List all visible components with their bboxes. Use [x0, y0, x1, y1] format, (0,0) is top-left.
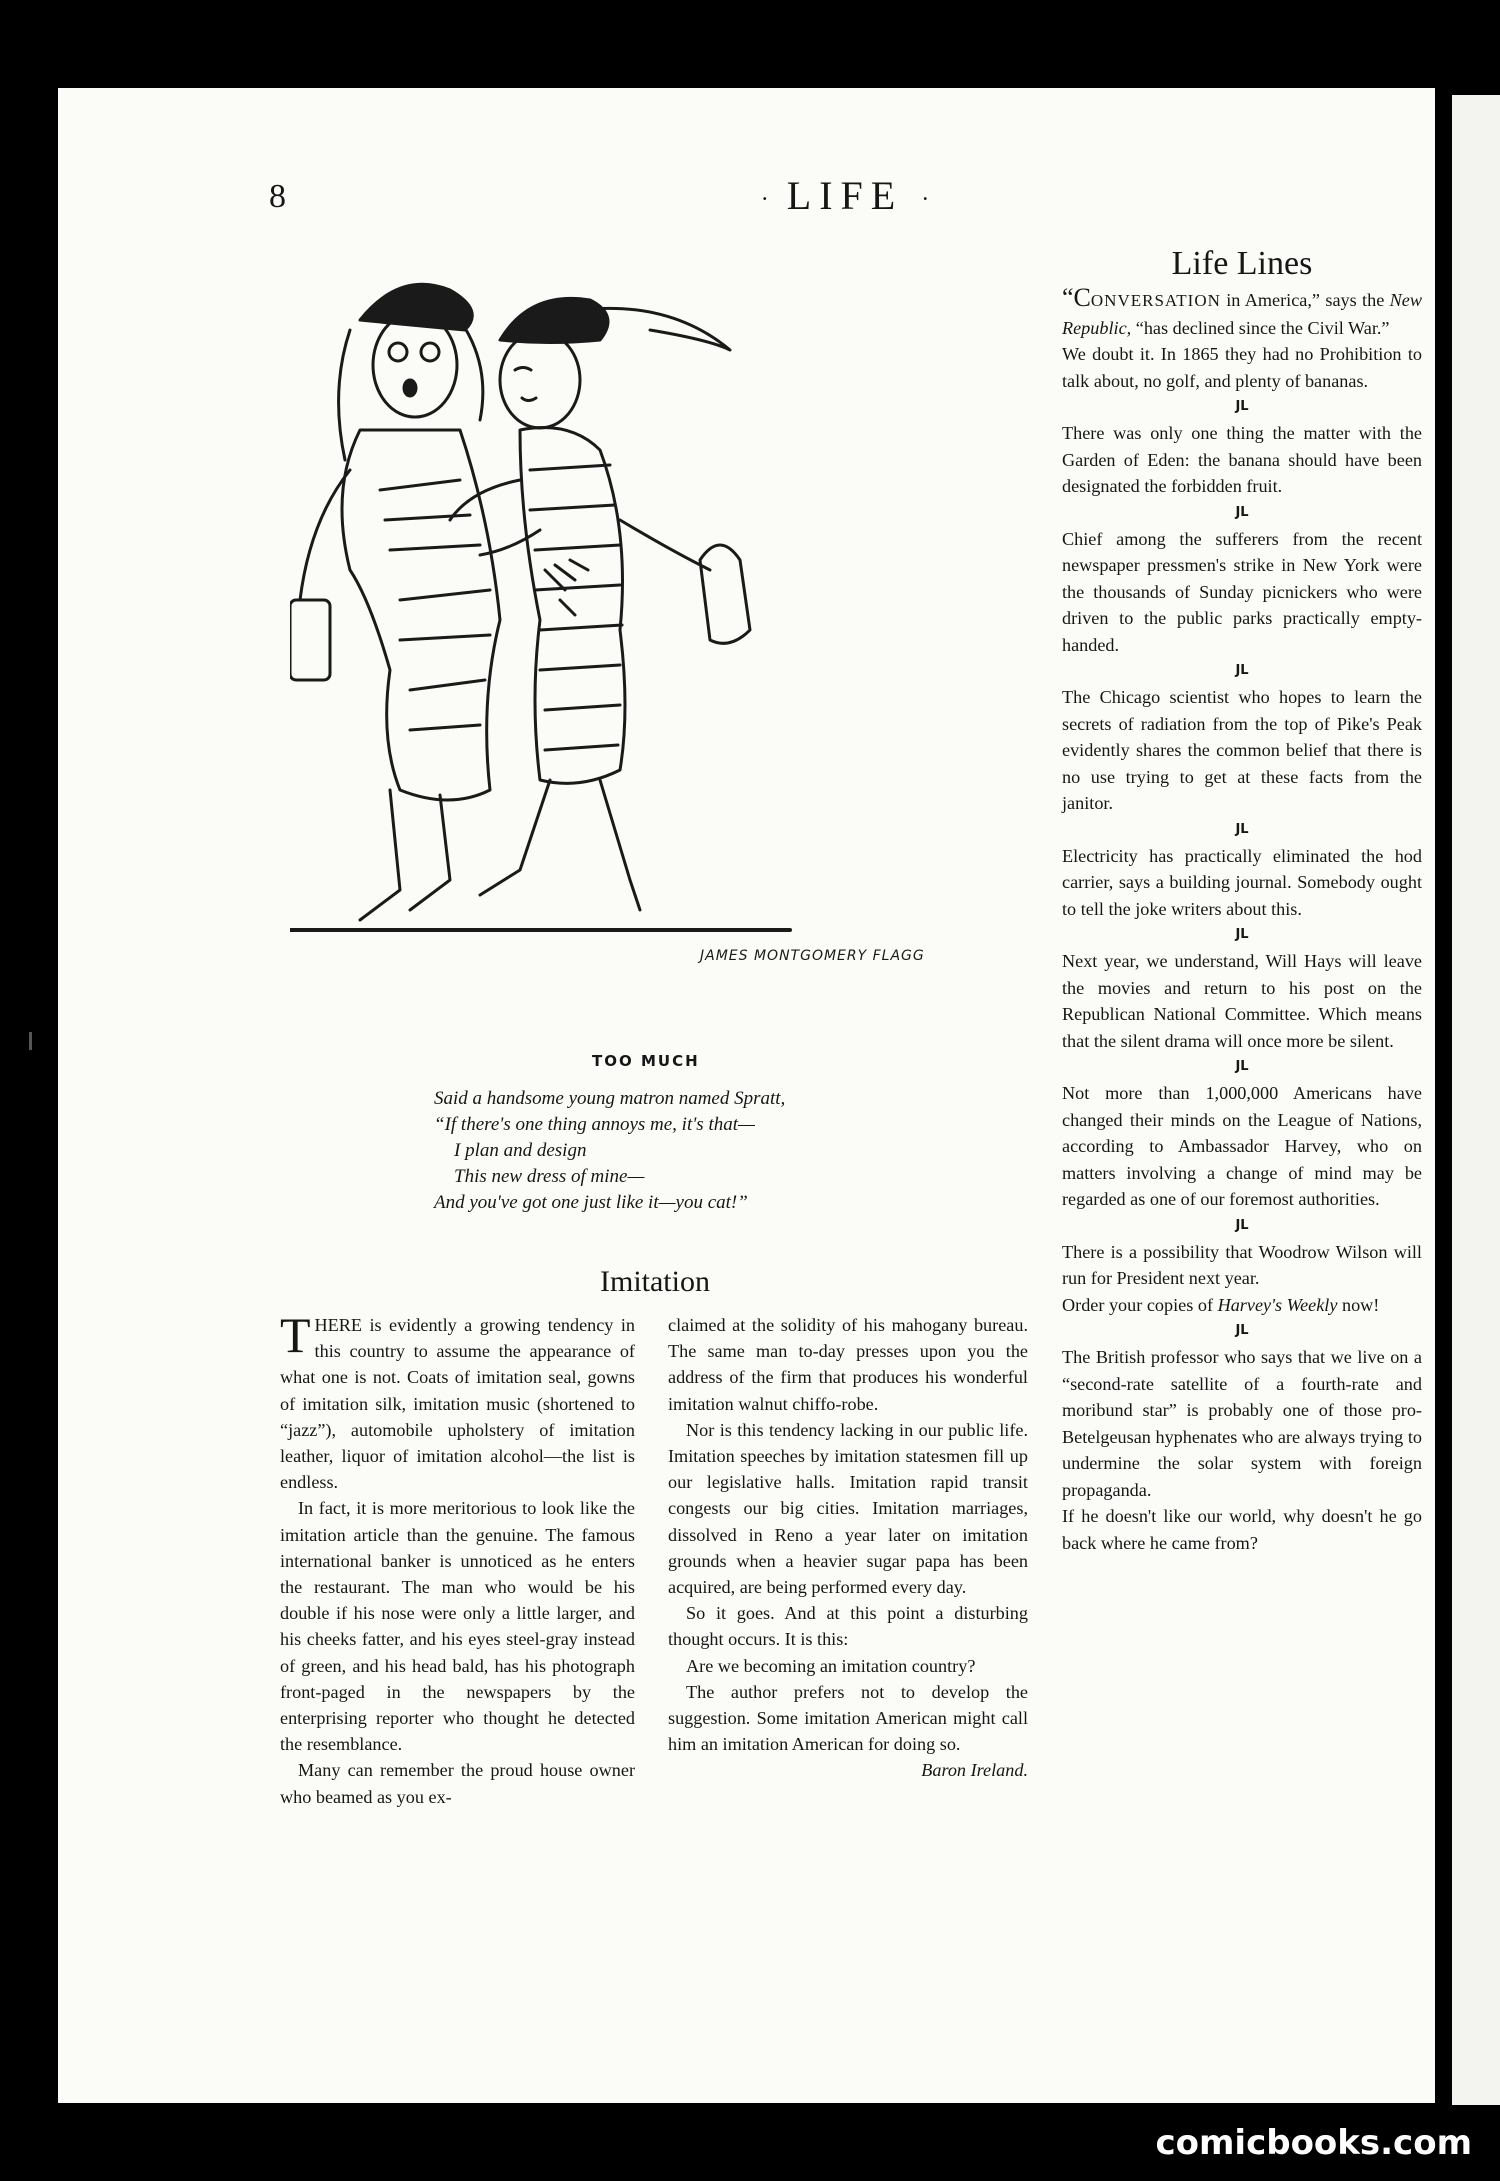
right-face: [500, 332, 580, 428]
life-lines-item: The British professor who says that we live on a “second-rate satellite of a fourth-rate and moribund star” is probably one of those pro-Betelgeusan hyphenates who are always trying to undermine the solar system with foreign propaganda.: [1062, 1347, 1422, 1500]
separator-mark: JL: [1235, 1217, 1249, 1233]
cartoon-signature: JAMES MONTGOMERY FLAGG: [700, 948, 925, 964]
small-caps-word: ONVERSATION: [1090, 291, 1221, 310]
life-lines-item: There is a possibility that Woodrow Wilson will run for President next year.: [1062, 1241, 1422, 1288]
drop-letter: C: [1073, 283, 1091, 312]
masthead-dot-left: ·: [760, 186, 769, 213]
cartoon-verse: [434, 1086, 954, 1216]
article-paragraph: So it goes. And at this point a disturbing thought occurs. It is this:: [668, 1603, 1028, 1650]
imitation-column-1: [280, 1307, 635, 1810]
left-face: [373, 313, 457, 417]
watermark: comicbooks.com: [1155, 2123, 1472, 2163]
life-lines-item: Not more than 1,000,000 Americans have changed their minds on the League of Nations, according to Ambassador Harvey, who on matters involving a change of mind may be regarded as one of our foremost authorities.: [1062, 1083, 1422, 1209]
masthead-dot-right: ·: [921, 186, 930, 213]
item-text: “has declined since the Civil War.”: [1131, 317, 1390, 338]
item-text: Order your copies of: [1062, 1294, 1218, 1315]
article-paragraph: Many can remember the proud house owner who beamed as you ex-: [280, 1760, 635, 1807]
right-body: [520, 428, 625, 784]
verse-line: I plan and design: [454, 1140, 587, 1161]
article-paragraph: The author prefers not to develop the suggestion. Some imitation American might call him an imitation American for doing so.: [668, 1681, 1028, 1755]
cartoon-illustration: [290, 270, 1020, 1050]
next-page-edge: [1452, 95, 1500, 2105]
article-paragraph: claimed at the solidity of his mahogany bureau. The same man to-day presses upon you the address of the firm that produces his wonderful imitation walnut chiffo-robe.: [668, 1315, 1028, 1414]
open-quote: “: [1062, 283, 1074, 312]
right-handbag: [700, 545, 750, 643]
item-italic: New Republic,: [1062, 290, 1422, 338]
separator-mark: JL: [1235, 927, 1249, 942]
imitation-column-2: [668, 1312, 1028, 1784]
masthead-title: LIFE: [786, 173, 904, 218]
life-lines-item: If he doesn't like our world, why doesn't he go back where he came from?: [1062, 1506, 1422, 1553]
article-paragraph: Nor is this tendency lacking in our public life. Imitation speeches by imitation statesmen fill up our legislative halls. Imitation rapid transit congests our big cities. Imitation marriages, dissolved in Reno a year later on imitation grounds when a heavier sugar papa has been acquired, are being performed every day.: [668, 1419, 1028, 1598]
life-lines-item: [1062, 285, 1422, 341]
left-handbag: [290, 600, 330, 680]
article-paragraph: In fact, it is more meritorious to look like the imitation article than the genuine. The famous international banker is unnoticed as he enters the restaurant. The man who would be his double if his nose were only a little larger, and his cheeks fatter, and his eyes steel-gray instead of green, and his head bald, has his photograph front-paged in the newspapers by the enterprising reporter who thought he detected the resemblance.: [280, 1498, 635, 1755]
imitation-title: Imitation: [600, 1265, 710, 1298]
masthead: [735, 172, 955, 219]
life-lines-title: Life Lines: [1171, 245, 1313, 282]
paragraph-text: HERE is evidently a growing tendency in this country to assume the appearance of what one is not. Coats of imitation seal, gowns of imitation silk, imitation music (shortened to “jazz”), automobile upholstery of imitation leather, liquor of imitation alcohol—the list is endless.: [280, 1315, 635, 1493]
separator-mark: JL: [1235, 1323, 1249, 1338]
separator-mark: JL: [1235, 821, 1249, 837]
item-text: now!: [1337, 1294, 1380, 1315]
cartoon-drawing: [290, 270, 1020, 1050]
cartoon-caption-title: TOO MUCH: [592, 1052, 700, 1070]
life-lines-item: Next year, we understand, Will Hays will leave the movies and return to his post on the Republican National Committee. Which means that the silent drama will once more be silent.: [1062, 951, 1422, 1051]
drop-cap: T: [280, 1307, 311, 1363]
life-lines-item: Chief among the sufferers from the recent newspaper pressmen's strike in New York were the thousands of Sunday picnickers who were driven to the public parks practically empty-handed.: [1062, 528, 1422, 655]
separator-mark: JL: [1235, 504, 1249, 520]
life-lines-item: There was only one thing the matter with the Garden of Eden: the banana should have been designated the forbidden fruit.: [1062, 423, 1422, 496]
verse-line: Said a handsome young matron named Spratt,: [434, 1088, 786, 1109]
left-hat: [360, 284, 472, 330]
verse-line: “If there's one thing annoys me, it's that—: [434, 1114, 755, 1135]
item-text: in America,” says the: [1220, 290, 1390, 310]
separator-mark: JL: [1235, 663, 1249, 678]
article-paragraph: [280, 1307, 635, 1495]
separator-mark: JL: [1235, 1059, 1249, 1074]
scan-mark: [29, 1032, 32, 1050]
life-lines-item: We doubt it. In 1865 they had no Prohibition to talk about, no golf, and plenty of bananas.: [1062, 344, 1422, 391]
life-lines-item: The Chicago scientist who hopes to learn the secrets of radiation from the top of Pike's Peak evidently shares the common belief that there is no use trying to get at these facts from the janitor.: [1062, 687, 1422, 813]
article-paragraph: Are we becoming an imitation country?: [686, 1655, 976, 1676]
article-signature: Baron Ireland.: [921, 1760, 1028, 1781]
verse-line: And you've got one just like it—you cat!”: [434, 1192, 748, 1213]
life-lines-column: [1062, 245, 1422, 1556]
item-italic: Harvey's Weekly: [1217, 1294, 1338, 1315]
life-lines-item: Electricity has practically eliminated the hod carrier, says a building journal. Somebody ought to tell the joke writers about this.: [1062, 845, 1422, 919]
verse-line: This new dress of mine—: [454, 1166, 645, 1187]
page-number: 8: [269, 178, 286, 215]
separator-mark: JL: [1235, 399, 1249, 414]
life-lines-item: [1062, 1292, 1422, 1319]
